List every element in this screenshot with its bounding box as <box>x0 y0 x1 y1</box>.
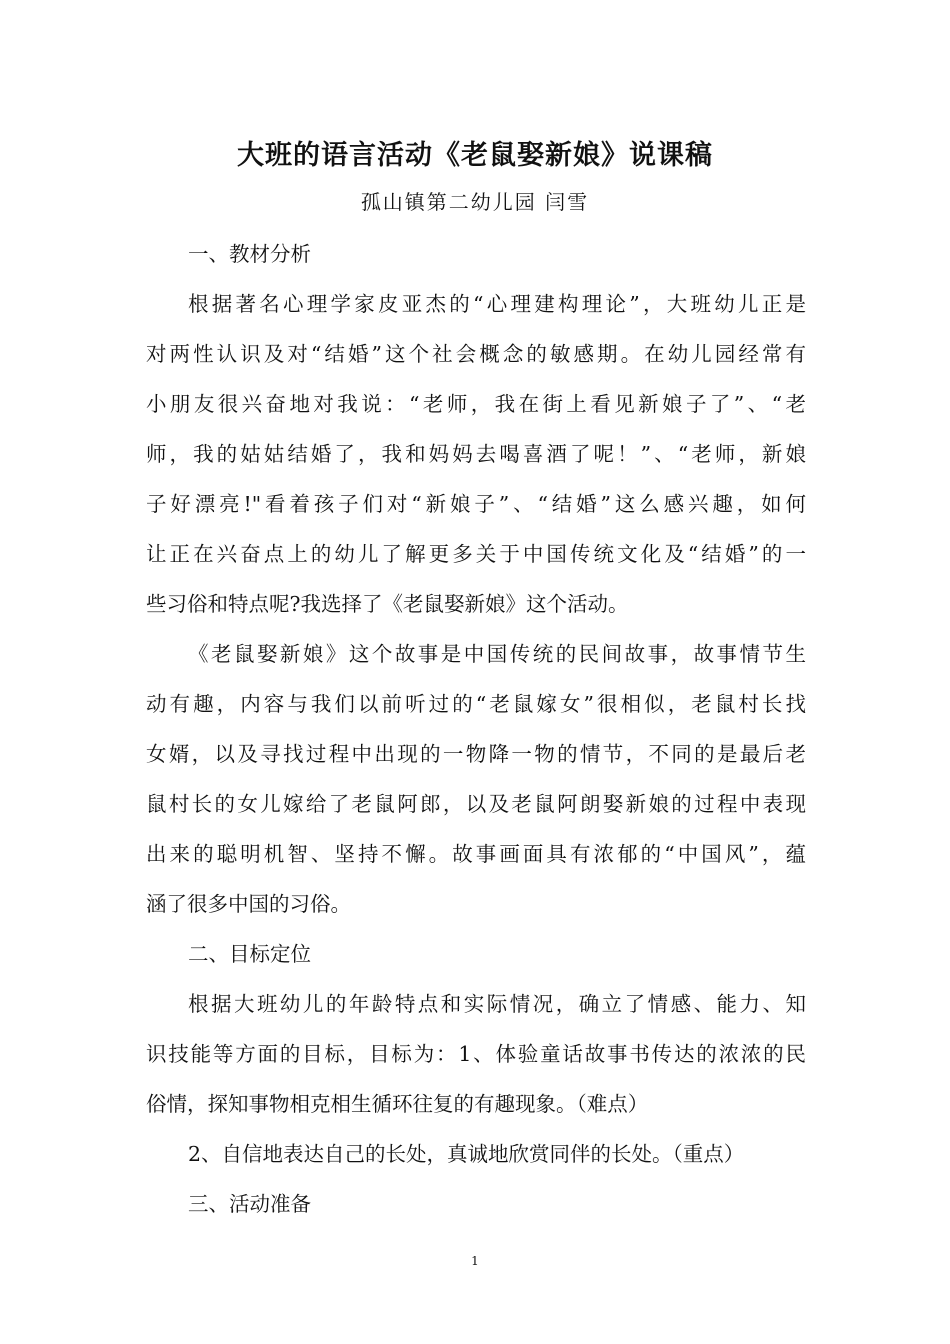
page-number: 1 <box>471 1254 479 1268</box>
paragraph-line: 子好漂亮!"看着孩子们对“新娘子”、“结婚”这么感兴趣，如何 <box>146 492 806 516</box>
document-body <box>146 229 806 1229</box>
paragraph-line: 出来的聪明机智、坚持不懈。故事画面具有浓郁的“中国风”，蕴 <box>146 842 806 866</box>
paragraph-line: 涵了很多中国的习俗。 <box>146 892 351 916</box>
paragraph-line: 些习俗和特点呢?我选择了《老鼠娶新娘》这个活动。 <box>146 592 629 616</box>
paragraph-line: 小朋友很兴奋地对我说：“老师，我在街上看见新娘子了”、“老 <box>146 392 806 416</box>
paragraph-line: 俗情，探知事物相克相生循环往复的有趣现象。（难点） <box>146 1092 649 1116</box>
document-title: 大班的语言活动《老鼠娶新娘》说课稿 <box>237 140 713 171</box>
paragraph-line: 动有趣，内容与我们以前听过的“老鼠嫁女”很相似，老鼠村长找 <box>146 692 806 716</box>
paragraph-line: 识技能等方面的目标，目标为：1、体验童话故事书传达的浓浓的民 <box>146 1042 806 1066</box>
paragraph-line: 让正在兴奋点上的幼儿了解更多关于中国传统文化及“结婚”的一 <box>146 542 806 566</box>
paragraph-line: 根据著名心理学家皮亚杰的“心理建构理论”，大班幼儿正是 <box>188 292 806 316</box>
paragraph-line: 师，我的姑姑结婚了，我和妈妈去喝喜酒了呢！”、“老师，新娘 <box>146 442 806 466</box>
paragraph-line: 鼠村长的女儿嫁给了老鼠阿郎，以及老鼠阿朗娶新娘的过程中表现 <box>146 792 806 816</box>
paragraph-line: 《老鼠娶新娘》这个故事是中国传统的民间故事，故事情节生 <box>188 642 806 666</box>
paragraph-line: 根据大班幼儿的年龄特点和实际情况，确立了情感、能力、知 <box>188 992 806 1016</box>
section-heading: 一、教材分析 <box>188 242 311 266</box>
document-author: 孤山镇第二幼儿园 闫雪 <box>360 190 590 214</box>
paragraph-line: 女婿，以及寻找过程中出现的一物降一物的情节，不同的是最后老 <box>146 742 806 766</box>
paragraph-line: 对两性认识及对“结婚”这个社会概念的敏感期。在幼儿园经常有 <box>146 342 806 366</box>
section-heading: 三、活动准备 <box>188 1192 311 1216</box>
section-heading: 二、目标定位 <box>188 942 311 966</box>
paragraph-line: 2、自信地表达自己的长处，真诚地欣赏同伴的长处。（重点） <box>188 1142 745 1166</box>
